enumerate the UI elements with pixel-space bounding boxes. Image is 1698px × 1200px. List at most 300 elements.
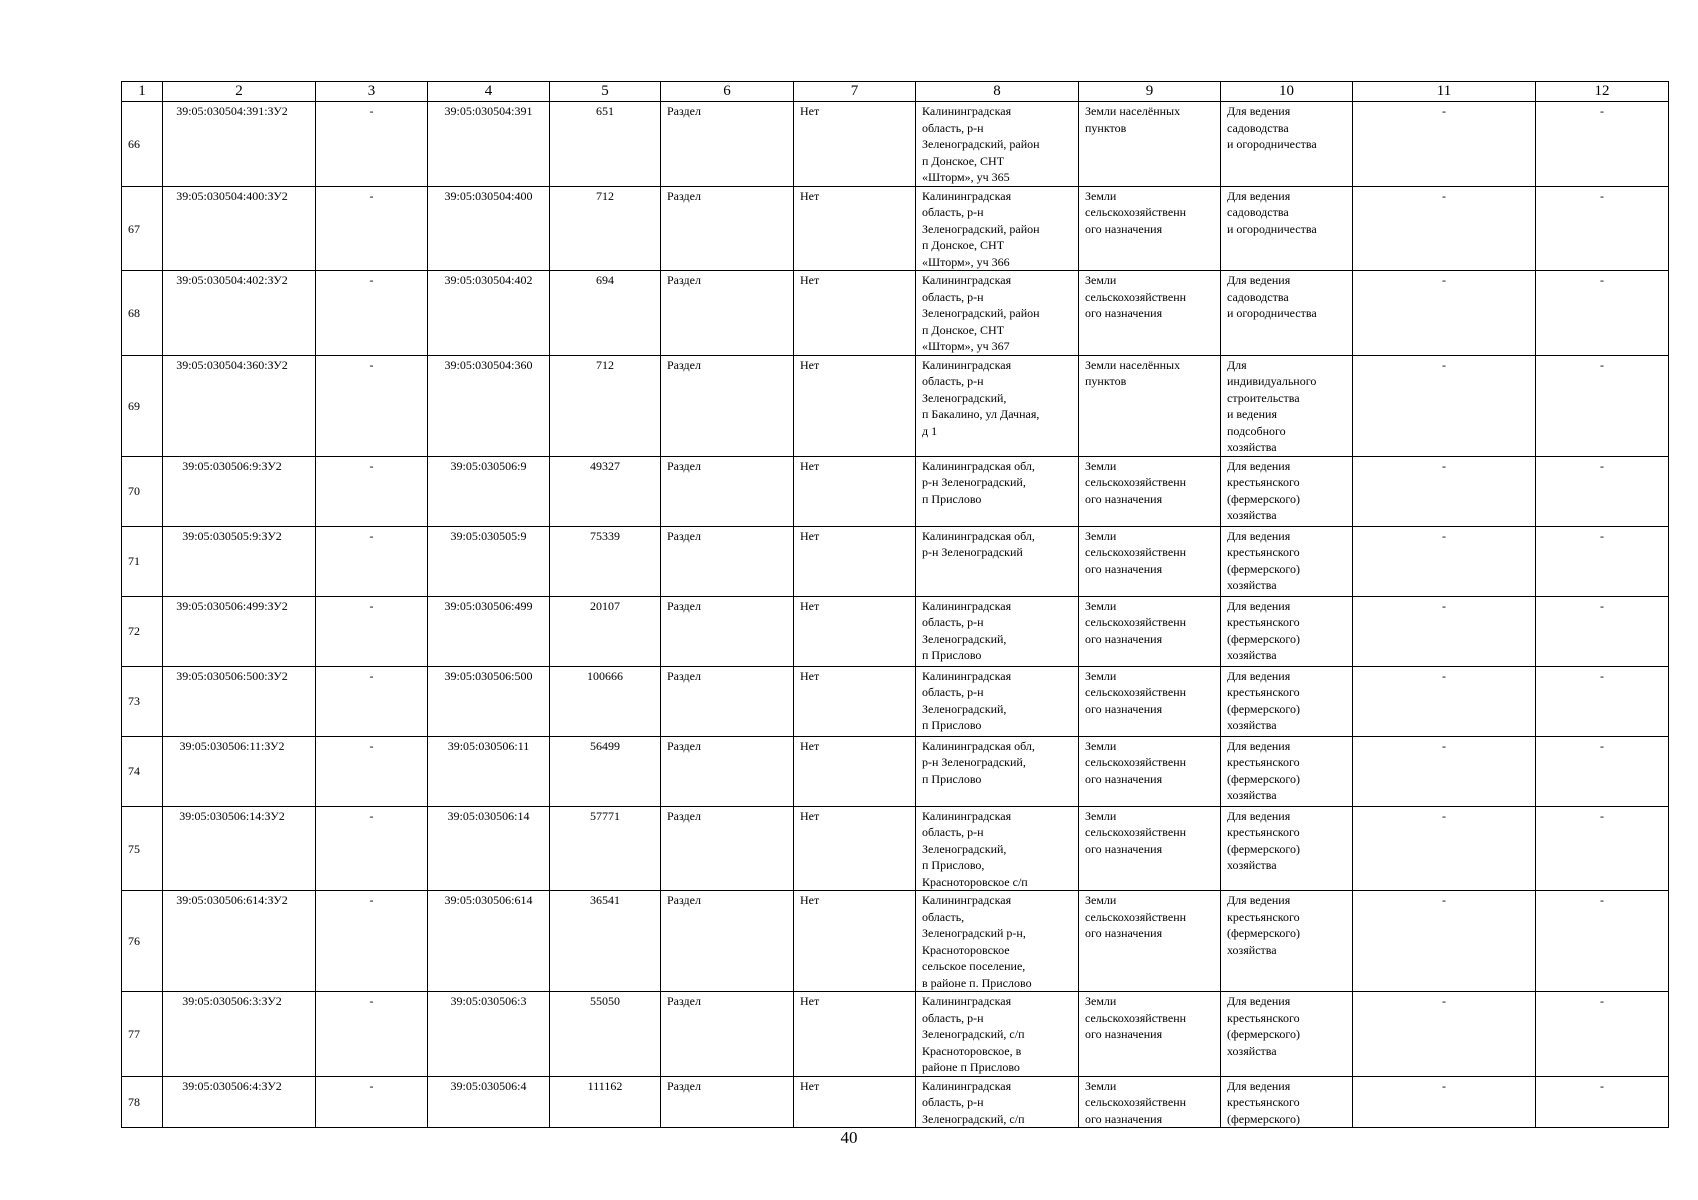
address [916,1076,1079,1128]
table-row [122,271,1669,356]
area-value [550,1076,661,1128]
address-text: Калининградская область, р-н Зеленоградский, с/п [922,1078,1025,1126]
formation-method [661,186,794,271]
row-number-text: 71 [128,554,140,569]
col3-value [316,736,428,806]
parent-plot-number-text: 39:05:030505:9 [450,528,527,543]
parent-plot-number [428,596,550,666]
column-header-4: 4 [428,82,550,102]
parent-plot-number-text: 39:05:030506:499 [444,598,533,613]
table-row [122,992,1669,1077]
area-value [550,102,661,187]
address-text: Калининградская обл, р-н Зеленоградский [922,528,1035,559]
col11-value-text: - [1442,357,1446,372]
address [916,806,1079,891]
new-plot-number-text: 39:05:030505:9:ЗУ2 [182,528,282,543]
col11-value [1353,355,1536,456]
col3-value [316,271,428,356]
col7-value [794,102,916,187]
table-row [122,1076,1669,1128]
new-plot-number [163,1076,316,1128]
new-plot-number-text: 39:05:030506:500:ЗУ2 [176,668,288,683]
permitted-use [1221,355,1353,456]
permitted-use-text: Для ведения крестьянского (фермерского) [1227,1078,1301,1126]
land-category-text: Земли сельскохозяйственн ого назначения [1085,893,1187,940]
permitted-use-text: Для ведения крестьянского (фермерского) хозяйства [1227,668,1301,732]
parent-plot-number [428,891,550,992]
formation-method [661,736,794,806]
col11-value-text: - [1442,458,1446,473]
area-value-text: 651 [596,104,614,118]
permitted-use [1221,186,1353,271]
formation-method [661,355,794,456]
column-header-1: 1 [122,82,163,102]
row-number [122,596,163,666]
col12-value [1536,992,1669,1077]
parent-plot-number-text: 39:05:030506:14 [447,808,530,823]
row-number [122,102,163,187]
land-category [1079,596,1221,666]
formation-method [661,456,794,526]
col12-value-text: - [1600,528,1604,543]
land-category [1079,526,1221,596]
col3-value-text: - [369,738,374,753]
area-value-text: 712 [596,188,614,203]
col12-value-text: - [1600,1078,1604,1093]
permitted-use-text: Для ведения крестьянского (фермерского) хозяйства [1227,994,1301,1058]
col12-value [1536,271,1669,356]
col7-value-text: Нет [800,458,820,473]
permitted-use [1221,526,1353,596]
address [916,186,1079,271]
land-category [1079,891,1221,992]
column-header-8: 8 [916,82,1079,102]
col3-value-text: - [369,1078,374,1093]
land-category [1079,186,1221,271]
parent-plot-number-text: 39:05:030504:402 [444,273,533,287]
parent-plot-number [428,526,550,596]
address-text: Калининградская область, р-н Зеленоградский, п Прислово [922,598,1012,662]
land-category-text: Земли населённых пунктов [1085,357,1181,388]
new-plot-number [163,736,316,806]
land-category-text: Земли сельскохозяйственн ого назначения [1085,994,1187,1041]
column-header-2: 2 [163,82,316,102]
col12-value [1536,666,1669,736]
new-plot-number [163,456,316,526]
new-plot-number [163,186,316,271]
col3-value [316,666,428,736]
permitted-use [1221,891,1353,992]
address [916,992,1079,1077]
column-header-12: 12 [1536,82,1669,102]
parent-plot-number-text: 39:05:030506:9 [450,458,527,473]
permitted-use [1221,992,1353,1077]
parent-plot-number [428,666,550,736]
address-text: Калининградская область, р-н Зеленоградский, район п Донское, СНТ «Шторм», уч 366 [922,188,1040,269]
col7-value [794,891,916,992]
land-category [1079,736,1221,806]
address-text: Калининградская область, р-н Зеленоградский, район п Донское, СНТ «Шторм», уч 365 [922,104,1040,184]
col12-value [1536,1076,1669,1128]
col7-value [794,666,916,736]
column-header-9: 9 [1079,82,1221,102]
permitted-use [1221,596,1353,666]
col11-value [1353,1076,1536,1128]
parent-plot-number-text: 39:05:030504:391 [444,104,533,118]
formation-method-text: Раздел [667,668,701,683]
col12-value [1536,456,1669,526]
formation-method-text: Раздел [667,808,701,823]
parent-plot-number-text: 39:05:030506:11 [447,738,530,753]
new-plot-number-text: 39:05:030506:14:ЗУ2 [179,808,285,823]
land-category-text: Земли сельскохозяйственн ого назначения [1085,528,1187,576]
formation-method-text: Раздел [667,458,701,473]
row-number-text: 66 [128,137,140,151]
parent-plot-number-text: 39:05:030506:3 [450,994,527,1008]
new-plot-number-text: 39:05:030504:402:ЗУ2 [176,273,288,287]
land-category [1079,102,1221,187]
row-number [122,355,163,456]
table-row [122,596,1669,666]
col12-value-text: - [1600,893,1604,907]
row-number-text: 78 [128,1095,140,1109]
col11-value [1353,526,1536,596]
col7-value [794,526,916,596]
row-number [122,186,163,271]
col11-value-text: - [1442,738,1446,753]
col3-value-text: - [369,357,374,372]
col3-value-text: - [369,893,374,907]
row-number-text: 74 [128,764,140,779]
table-row [122,736,1669,806]
row-number [122,526,163,596]
formation-method-text: Раздел [667,357,701,372]
col7-value [794,355,916,456]
col11-value-text: - [1442,994,1446,1008]
col7-value-text: Нет [800,738,820,753]
col3-value [316,806,428,891]
parent-plot-number [428,355,550,456]
col11-value [1353,456,1536,526]
col12-value-text: - [1600,808,1604,823]
permitted-use-text: Для ведения крестьянского (фермерского) хозяйства [1227,808,1301,872]
area-value-text: 75339 [590,528,620,543]
column-header-11: 11 [1353,82,1536,102]
parent-plot-number-text: 39:05:030506:500 [444,668,533,683]
address [916,355,1079,456]
col3-value [316,596,428,666]
col3-value [316,891,428,992]
col7-value-text: Нет [800,528,820,543]
permitted-use-text: Для ведения крестьянского (фермерского) хозяйства [1227,598,1301,662]
land-category-text: Земли сельскохозяйственн ого назначения [1085,738,1187,786]
col12-value-text: - [1600,357,1604,372]
land-category-text: Земли сельскохозяйственн ого назначения [1085,458,1187,506]
row-number [122,806,163,891]
land-category-text: Земли сельскохозяйственн ого назначения [1085,1078,1187,1126]
col7-value-text: Нет [800,104,820,118]
land-category [1079,1076,1221,1128]
col12-value [1536,102,1669,187]
new-plot-number [163,666,316,736]
address-text: Калининградская обл, р-н Зеленоградский, п Прислово [922,738,1035,786]
table-row [122,355,1669,456]
land-plots-table [121,81,1669,1128]
table-row [122,102,1669,187]
table-header-row [122,82,1669,102]
col7-value [794,186,916,271]
parent-plot-number [428,456,550,526]
land-category-text: Земли сельскохозяйственн ого назначения [1085,188,1187,236]
parent-plot-number [428,806,550,891]
col3-value [316,526,428,596]
col11-value-text: - [1442,1078,1446,1093]
col12-value [1536,526,1669,596]
col11-value [1353,186,1536,271]
formation-method [661,526,794,596]
col7-value [794,806,916,891]
permitted-use [1221,102,1353,187]
address-text: Калининградская область, р-н Зеленоградский, район п Донское, СНТ «Шторм», уч 367 [922,273,1040,353]
col3-value-text: - [369,273,374,287]
area-value [550,666,661,736]
formation-method-text: Раздел [667,528,701,543]
area-value [550,526,661,596]
address-text: Калининградская область, Зеленоградский р-н, Красноторовское сельское поселение, в районе п. Прислово [922,893,1032,990]
permitted-use-text: Для индивидуального строительства и ведения подсобного хозяйства [1227,357,1317,454]
formation-method [661,666,794,736]
col3-value [316,186,428,271]
area-value-text: 36541 [590,893,620,907]
area-value [550,355,661,456]
formation-method-text: Раздел [667,738,701,753]
permitted-use [1221,1076,1353,1128]
col7-value [794,1076,916,1128]
new-plot-number-text: 39:05:030504:400:ЗУ2 [176,188,288,203]
col7-value-text: Нет [800,893,820,907]
land-category [1079,666,1221,736]
new-plot-number-text: 39:05:030506:9:ЗУ2 [182,458,282,473]
col3-value-text: - [369,668,374,683]
new-plot-number-text: 39:05:030506:3:ЗУ2 [182,994,282,1008]
permitted-use [1221,806,1353,891]
new-plot-number-text: 39:05:030506:614:ЗУ2 [176,893,288,907]
land-category-text: Земли сельскохозяйственн ого назначения [1085,668,1187,716]
table-body [122,102,1669,1128]
new-plot-number-text: 39:05:030506:4:ЗУ2 [182,1078,282,1093]
col11-value [1353,666,1536,736]
row-number-text: 77 [128,1027,140,1041]
area-value [550,596,661,666]
col3-value-text: - [369,104,374,118]
area-value-text: 20107 [590,598,620,613]
col7-value [794,271,916,356]
parent-plot-number-text: 39:05:030504:400 [444,188,533,203]
area-value-text: 57771 [590,808,620,823]
col12-value [1536,355,1669,456]
col11-value-text: - [1442,893,1446,907]
col12-value-text: - [1600,104,1604,118]
col3-value-text: - [369,458,374,473]
land-category [1079,456,1221,526]
new-plot-number [163,891,316,992]
new-plot-number [163,806,316,891]
land-category-text: Земли сельскохозяйственн ого назначения [1085,808,1187,856]
land-category-text: Земли сельскохозяйственн ого назначения [1085,273,1187,320]
col11-value [1353,992,1536,1077]
area-value-text: 694 [596,273,614,287]
permitted-use [1221,456,1353,526]
row-number [122,736,163,806]
col3-value-text: - [369,188,374,203]
new-plot-number [163,355,316,456]
row-number-text: 69 [128,398,140,413]
col3-value-text: - [369,994,374,1008]
column-header-5: 5 [550,82,661,102]
permitted-use-text: Для ведения садоводства и огородничества [1227,104,1317,151]
land-category-text: Земли населённых пунктов [1085,104,1181,135]
col12-value [1536,891,1669,992]
permitted-use [1221,271,1353,356]
parent-plot-number [428,736,550,806]
parent-plot-number [428,102,550,187]
col12-value-text: - [1600,458,1604,473]
land-category [1079,806,1221,891]
address [916,526,1079,596]
formation-method [661,992,794,1077]
table-row [122,891,1669,992]
row-number [122,992,163,1077]
col12-value [1536,596,1669,666]
area-value-text: 712 [596,357,614,372]
formation-method-text: Раздел [667,893,701,907]
address-text: Калининградская область, р-н Зеленоградский, п Прислово [922,668,1012,732]
col11-value-text: - [1442,808,1446,823]
col11-value-text: - [1442,104,1446,118]
formation-method-text: Раздел [667,1078,701,1093]
col12-value-text: - [1600,738,1604,753]
permitted-use-text: Для ведения крестьянского (фермерского) хозяйства [1227,458,1301,522]
col3-value-text: - [369,598,374,613]
col3-value [316,456,428,526]
col12-value-text: - [1600,188,1604,203]
column-header-7: 7 [794,82,916,102]
col11-value-text: - [1442,188,1446,203]
col7-value [794,596,916,666]
area-value-text: 100666 [587,668,623,683]
address [916,271,1079,356]
area-value-text: 56499 [590,738,620,753]
new-plot-number-text: 39:05:030504:391:ЗУ2 [176,104,288,118]
page-number: 40 [840,1128,858,1147]
col11-value [1353,271,1536,356]
permitted-use [1221,666,1353,736]
col7-value-text: Нет [800,273,820,287]
column-header-10: 10 [1221,82,1353,102]
col12-value [1536,806,1669,891]
col7-value-text: Нет [800,188,820,203]
col11-value-text: - [1442,668,1446,683]
formation-method [661,806,794,891]
land-category [1079,271,1221,356]
parent-plot-number [428,992,550,1077]
table-row [122,456,1669,526]
permitted-use-text: Для ведения крестьянского (фермерского) хозяйства [1227,528,1301,592]
col12-value-text: - [1600,668,1604,683]
address [916,666,1079,736]
permitted-use-text: Для ведения крестьянского (фермерского) хозяйства [1227,738,1301,802]
new-plot-number-text: 39:05:030506:499:ЗУ2 [176,598,288,613]
col7-value [794,736,916,806]
formation-method-text: Раздел [667,994,701,1008]
column-header-3: 3 [316,82,428,102]
col12-value [1536,736,1669,806]
formation-method-text: Раздел [667,598,701,613]
col7-value-text: Нет [800,357,820,372]
formation-method [661,596,794,666]
area-value [550,806,661,891]
address [916,102,1079,187]
parent-plot-number-text: 39:05:030506:4 [450,1078,527,1093]
address-text: Калининградская обл, р-н Зеленоградский, п Прислово [922,458,1035,506]
table-row [122,186,1669,271]
table-row [122,526,1669,596]
address [916,596,1079,666]
area-value [550,992,661,1077]
permitted-use-text: Для ведения крестьянского (фермерского) хозяйства [1227,893,1301,957]
new-plot-number [163,271,316,356]
col7-value-text: Нет [800,668,820,683]
col3-value [316,1076,428,1128]
row-number [122,891,163,992]
address-text: Калининградская область, р-н Зеленоградский, п Бакалино, ул Дачная, д 1 [922,357,1040,438]
area-value [550,736,661,806]
col7-value [794,456,916,526]
col12-value-text: - [1600,994,1604,1008]
parent-plot-number [428,1076,550,1128]
column-header-6: 6 [661,82,794,102]
formation-method [661,1076,794,1128]
col11-value [1353,806,1536,891]
col7-value-text: Нет [800,994,820,1008]
address [916,456,1079,526]
land-category [1079,355,1221,456]
formation-method [661,102,794,187]
row-number-text: 76 [128,934,140,949]
area-value-text: 111162 [587,1078,623,1093]
table-row [122,666,1669,736]
col11-value [1353,102,1536,187]
permitted-use-text: Для ведения садоводства и огородничества [1227,273,1317,320]
permitted-use [1221,736,1353,806]
land-category [1079,992,1221,1077]
row-number [122,271,163,356]
permitted-use-text: Для ведения садоводства и огородничества [1227,188,1317,236]
row-number [122,456,163,526]
new-plot-number [163,596,316,666]
col7-value-text: Нет [800,598,820,613]
parent-plot-number [428,186,550,271]
formation-method-text: Раздел [667,273,701,287]
row-number-text: 67 [128,221,140,236]
col11-value [1353,596,1536,666]
formation-method [661,891,794,992]
table-row [122,806,1669,891]
col11-value-text: - [1442,598,1446,613]
new-plot-number [163,102,316,187]
col11-value-text: - [1442,528,1446,543]
col11-value [1353,736,1536,806]
